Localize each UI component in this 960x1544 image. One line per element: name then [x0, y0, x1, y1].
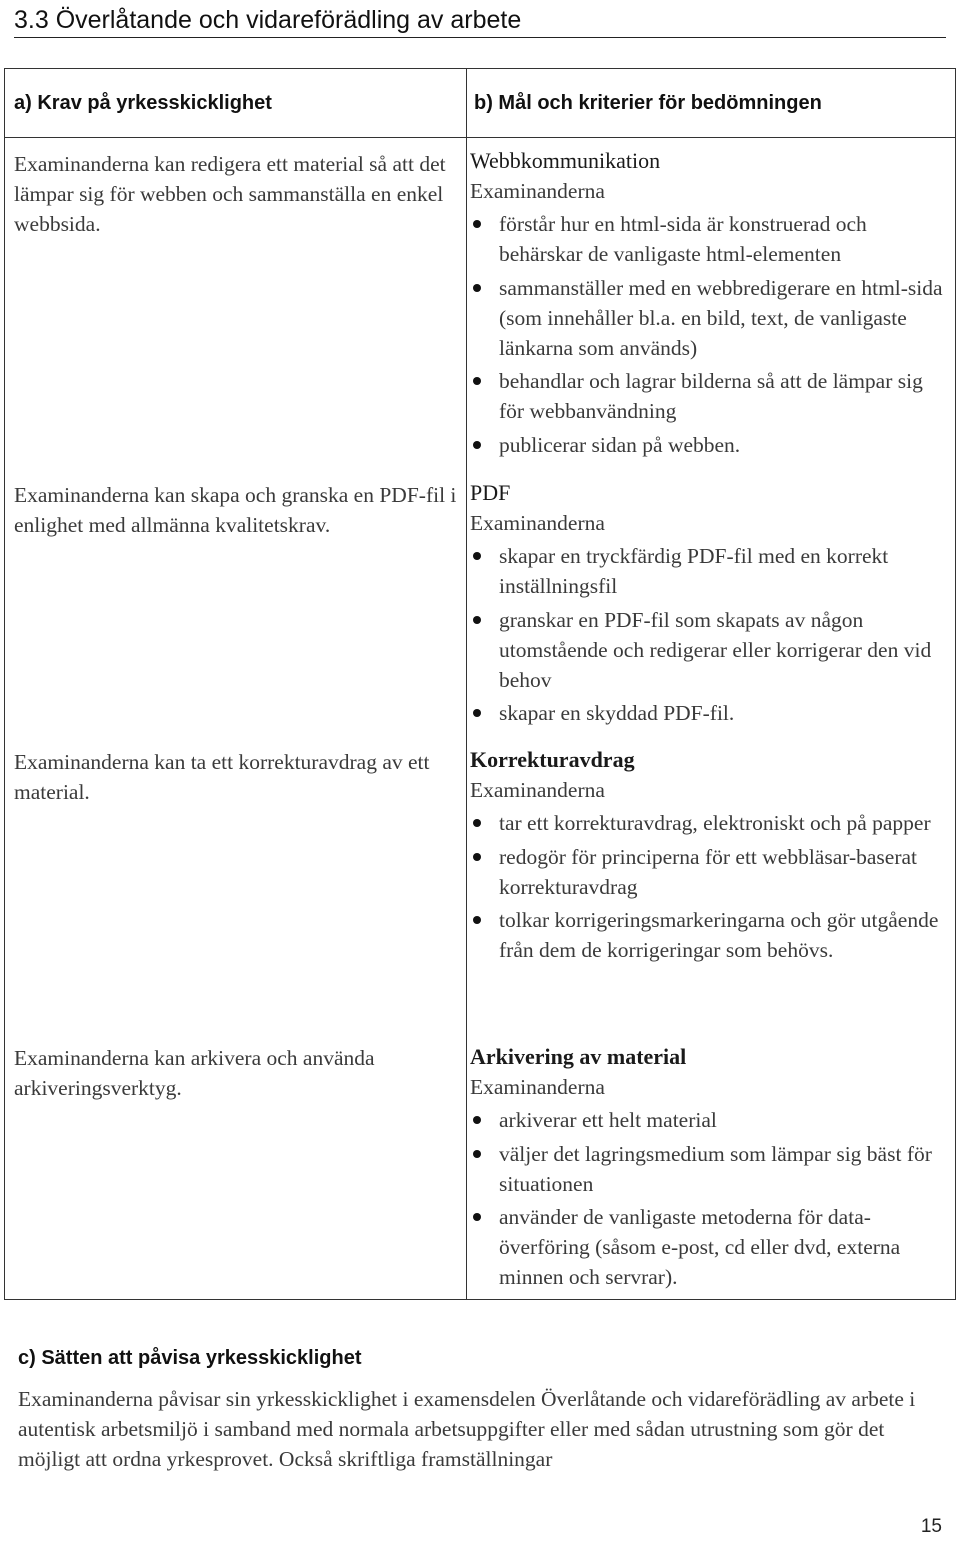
bullet-icon [473, 552, 481, 560]
list-item: förstår hur en html-sida är konstruerad och behärskar de vanligaste html-elementen [470, 209, 948, 269]
bullet-icon [473, 819, 481, 827]
list-item: publicerar sidan på webben. [470, 430, 948, 460]
requirement-pdf: Examinanderna kan skapa och granska en PDF-fil i enlighet med allmänna kvalitetskrav. [14, 483, 457, 537]
list-item: skapar en tryckfärdig PDF-fil med en korrekt inställningsfil [470, 541, 948, 601]
criteria-web [470, 146, 948, 463]
criteria-title: Webbkommunikation [470, 148, 661, 173]
criteria-list [470, 209, 948, 460]
criteria-subtitle: Examinanderna [470, 778, 605, 802]
criteria-title: Arkivering av material [470, 1044, 687, 1069]
list-item: tolkar korrigeringsmarkeringarna och gör utgående från dem de korrigeringar som behövs. [470, 905, 948, 965]
criteria-list [470, 808, 948, 965]
criteria-subtitle: Examinanderna [470, 511, 605, 535]
criteria-list [470, 1105, 948, 1292]
bullet-icon [473, 616, 481, 624]
criteria-title: Korrekturavdrag [470, 747, 635, 772]
criteria-pdf [470, 478, 948, 732]
page-number: 15 [920, 1516, 942, 1537]
list-item: redogör för principerna för ett webbläsar-baserat korrekturavdrag [470, 842, 948, 902]
list-item: arkiverar ett helt material [470, 1105, 948, 1135]
section-title: 3.3 Överlåtande och vidareförädling av arbete [14, 4, 946, 38]
criteria-subtitle: Examinanderna [470, 1075, 605, 1099]
bullet-icon [473, 1150, 481, 1158]
list-item: behandlar och lagrar bilderna så att de lämpar sig för webbanvändning [470, 366, 948, 426]
bullet-icon [473, 1116, 481, 1124]
criteria-list [470, 541, 948, 728]
section-c-text: Examinanderna påvisar sin yrkesskicklighet i examensdelen Överlåtande och vidareförädling av arbete i autentisk arbetsmiljö i samband med normala arbetsuppgifter eller med sådan utrustning som gör det möjligt att ordna yrkesprovet. Också skriftliga framställningar [18, 1387, 916, 1471]
bullet-icon [473, 377, 481, 385]
bullet-icon [473, 1213, 481, 1221]
list-item: sammanställer med en webbredigerare en html-sida (som innehåller bl.a. en bild, text, de vanligaste länkarna som används) [470, 273, 948, 363]
bullet-icon [473, 220, 481, 228]
bullet-icon [473, 853, 481, 861]
list-item: skapar en skyddad PDF-fil. [470, 698, 948, 728]
bullet-icon [473, 284, 481, 292]
list-item: granskar en PDF-fil som skapats av någon utomstående och redigerar eller korrigerar den vid behov [470, 605, 948, 695]
section-c-title: c) Sätten att påvisa yrkesskicklighet [18, 1347, 362, 1369]
header-divider [5, 137, 955, 138]
requirement-proof: Examinanderna kan ta ett korrekturavdrag av ett material. [14, 750, 430, 804]
list-item: väljer det lagringsmedium som lämpar sig bäst för situationen [470, 1139, 948, 1199]
header-requirements: a) Krav på yrkesskicklighet [14, 92, 272, 114]
bullet-icon [473, 441, 481, 449]
requirement-archive: Examinanderna kan arkivera och använda arkiveringsverktyg. [14, 1046, 375, 1100]
criteria-archive [470, 1042, 948, 1296]
list-item: tar ett korrekturavdrag, elektroniskt och på papper [470, 808, 948, 838]
bullet-icon [473, 916, 481, 924]
header-criteria: b) Mål och kriterier för bedömningen [474, 92, 822, 114]
requirement-web: Examinanderna kan redigera ett material så att det lämpar sig för webben och sammanställa en enkel webbsida. [14, 152, 446, 236]
criteria-title: PDF [470, 480, 511, 505]
list-item: använder de vanligaste metoderna för data-överföring (såsom e-post, cd eller dvd, externa minnen och servrar). [470, 1202, 948, 1292]
bullet-icon [473, 709, 481, 717]
column-divider [466, 69, 467, 1299]
criteria-proof [470, 745, 948, 969]
criteria-subtitle: Examinanderna [470, 179, 605, 203]
